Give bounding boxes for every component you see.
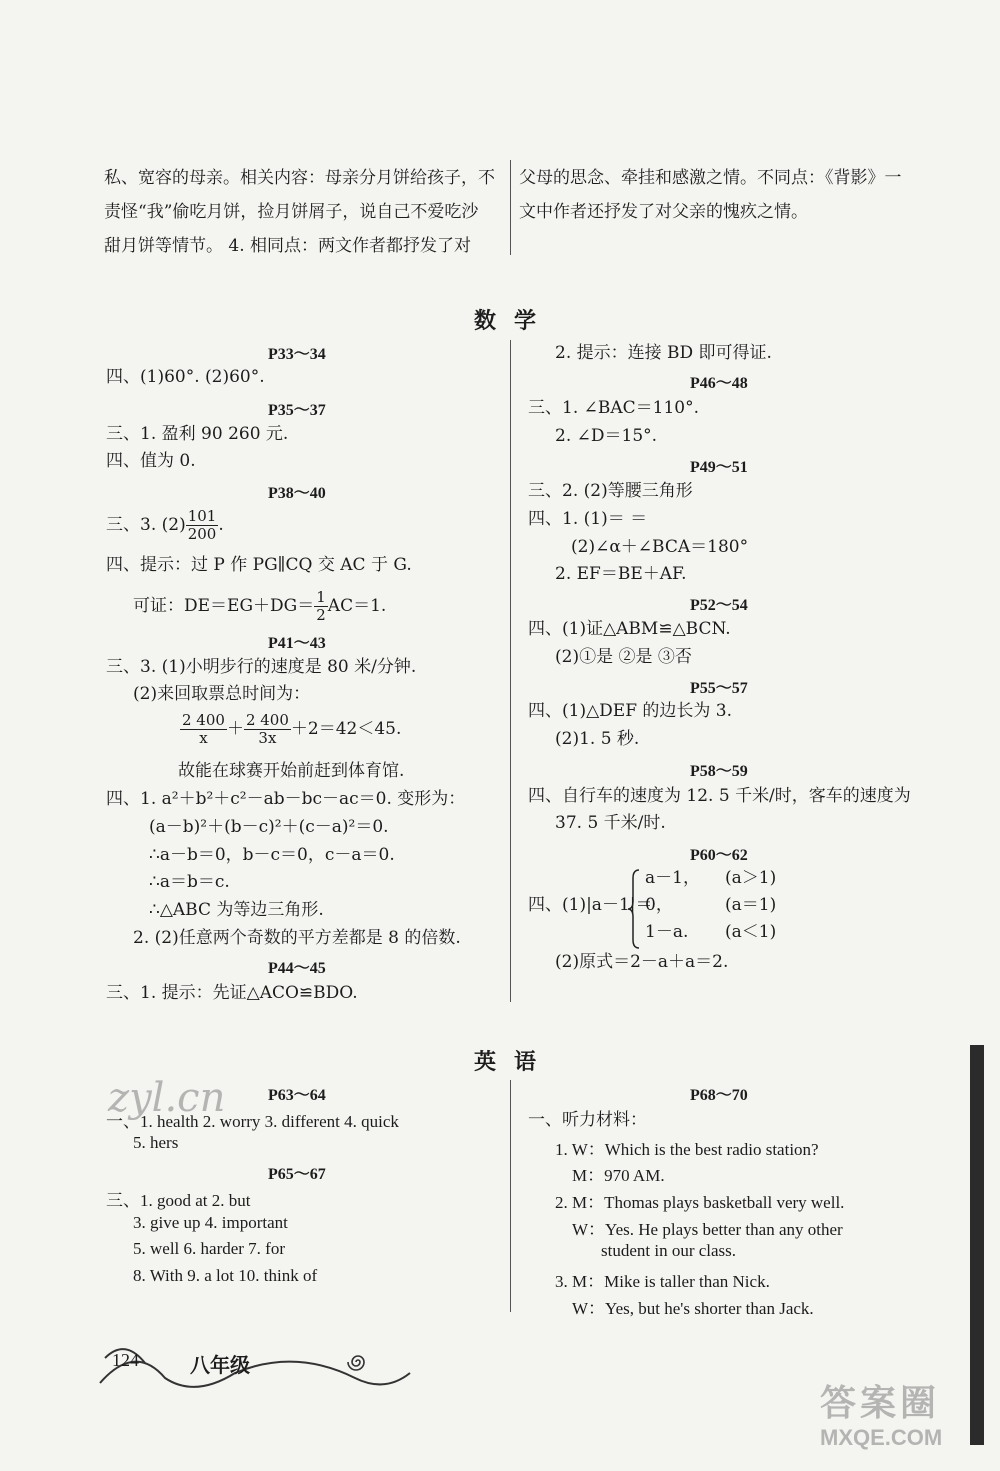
listening-line: W：Yes. He plays better than any other (572, 1220, 843, 1239)
english-answer: 8. With 9. a lot 10. think of (133, 1266, 318, 1285)
fraction-numerator: 1 (316, 588, 326, 606)
fraction-denominator: 3x (258, 729, 277, 747)
math-heading-p58: P58～59 (690, 763, 748, 780)
grade-label: 八年级 (190, 1353, 250, 1377)
math-answer: 四、(1)60°. (2)60°. (106, 367, 265, 387)
listening-line: W：Yes, but he's shorter than Jack. (572, 1299, 814, 1318)
fraction-denominator: 200 (187, 525, 217, 543)
math-answer: 四、自行车的速度为 12. 5 千米/时，客车的速度为 (528, 786, 911, 806)
fraction-numerator: 101 (187, 507, 217, 525)
fraction (244, 712, 291, 747)
math-answer: ∴△ABC 为等边三角形. (149, 900, 324, 920)
english-answer: 一、听力材料： (528, 1110, 647, 1130)
math-heading-p52: P52～54 (690, 597, 748, 614)
brand-watermark: 答案圈 (820, 1382, 941, 1424)
listening-line: 2. M：Thomas plays basketball very well. (555, 1193, 845, 1212)
math-equation (180, 712, 401, 747)
math-answer: (2)原式＝2－a＋a＝2. (555, 952, 729, 972)
math-answer: 四、(1)|a－1|＝ (528, 895, 653, 915)
math-heading-p46: P46～48 (690, 375, 748, 392)
math-heading-p38: P38～40 (268, 485, 326, 502)
math-answer: 四、(1)证△ABM≌△BCN. (528, 619, 731, 639)
math-answer: 四、值为 0. (106, 451, 196, 471)
zyl-watermark: zyl.cn (108, 1075, 226, 1121)
english-answer: 一、1. health 2. worry 3. different 4. quick (106, 1112, 399, 1131)
piecewise-case: a－1， (645, 868, 700, 888)
math-answer-prefix: 可证：DE＝EG＋DG＝ (133, 596, 315, 616)
equation-suffix: ＋2＝42＜45. (290, 719, 402, 739)
fraction-denominator: 2 (316, 606, 326, 624)
curly-brace-icon (627, 868, 641, 950)
math-title: 数学 (474, 308, 555, 334)
math-heading-p49: P49～51 (690, 459, 748, 476)
english-answer: 5. hers (133, 1133, 179, 1152)
math-answer: (2)来回取票总时间为： (133, 684, 311, 704)
fraction (186, 508, 219, 543)
math-answer: (a－b)²＋(b－c)²＋(c－a)²＝0. (149, 817, 389, 837)
math-answer: ∴a＝b＝c. (149, 872, 230, 892)
math-column-divider (510, 340, 511, 1002)
math-heading-p44: P44～45 (268, 960, 326, 977)
math-answer: (2)∠α＋∠BCA＝180° (571, 537, 749, 557)
english-column-divider (510, 1080, 511, 1312)
piecewise-condition: (a＞1) (725, 868, 777, 888)
math-answer: (2)1. 5 秒. (555, 729, 640, 749)
url-watermark: MXQE.COM (820, 1425, 943, 1450)
piecewise-condition: (a＜1) (725, 922, 777, 942)
listening-line: M：970 AM. (572, 1166, 665, 1185)
math-answer: 三、2. (2)等腰三角形 (528, 481, 693, 501)
fraction (180, 712, 227, 747)
english-heading-p65: P65～67 (268, 1166, 326, 1183)
plus-sign: ＋ (226, 719, 244, 739)
top-left-line-3: 甜月饼等情节。 4. 相同点：两文作者都抒发了对 (104, 236, 472, 256)
english-heading-p68: P68～70 (690, 1087, 748, 1104)
math-answer: 三、1. 盈利 90 260 元. (106, 424, 289, 444)
piecewise-condition: (a＝1) (725, 895, 777, 915)
piecewise-case: 1－a. (645, 922, 689, 942)
math-answer: 三、1. ∠BAC＝110°. (528, 398, 699, 418)
math-heading-p41: P41～43 (268, 635, 326, 652)
math-answer-suffix: . (218, 515, 224, 535)
math-answer: 37. 5 千米/时. (555, 813, 666, 833)
top-column-divider (510, 160, 511, 255)
spiral-icon (346, 1350, 370, 1374)
math-answer: 三、1. 提示：先证△ACO≌BDO. (106, 983, 358, 1003)
top-right-line-1: 父母的思念、牵挂和感激之情。不同点：《背影》一 (519, 168, 902, 188)
english-answer: 5. well 6. harder 7. for (133, 1239, 286, 1258)
math-answer: 三、3. (1)小明步行的速度是 80 米/分钟. (106, 657, 417, 677)
fraction-denominator: x (199, 729, 208, 747)
math-answer: 2. EF＝BE＋AF. (555, 564, 687, 584)
math-answer: 四、1. (1)＝ ＝ (528, 509, 648, 529)
math-answer-fraction (106, 508, 224, 543)
listening-line: 3. M：Mike is taller than Nick. (555, 1272, 770, 1291)
math-heading-p60: P60～62 (690, 847, 748, 864)
math-answer: 四、1. a²＋b²＋c²－ab－bc－ac＝0. 变形为： (106, 789, 466, 809)
english-answer: 三、1. good at 2. but (106, 1191, 251, 1210)
math-answer: 2. (2)任意两个奇数的平方差都是 8 的倍数. (133, 928, 461, 948)
listening-line: 1. W：Which is the best radio station? (555, 1140, 819, 1159)
fraction-numerator: 2 400 (182, 711, 225, 729)
math-heading-p33: P33～34 (268, 346, 326, 363)
english-heading-p63: P63～64 (268, 1087, 326, 1104)
math-answer-suffix: AC＝1. (327, 596, 387, 616)
listening-line: student in our class. (601, 1241, 737, 1260)
math-answer: 故能在球赛开始前赶到体育馆. (178, 761, 405, 781)
math-heading-p35: P35～37 (268, 402, 326, 419)
math-answer: (2)①是 ②是 ③否 (555, 647, 692, 667)
page-edge-band (970, 1045, 984, 1445)
math-answer: 四、(1)△DEF 的边长为 3. (528, 701, 733, 721)
top-left-line-2: 责怪“我”偷吃月饼，捡月饼屑子，说自己不爱吃沙 (104, 202, 479, 222)
math-heading-p55: P55～57 (690, 680, 748, 697)
math-answer: ∴a－b＝0，b－c＝0，c－a＝0. (149, 845, 395, 865)
top-left-line-1: 私、宽容的母亲。相关内容：母亲分月饼给孩子，不 (104, 168, 495, 188)
top-right-line-2: 文中作者还抒发了对父亲的愧疚之情。 (519, 202, 808, 222)
fraction (314, 589, 328, 624)
math-answer: 2. 提示：连接 BD 即可得证. (555, 343, 772, 363)
english-answer: 3. give up 4. important (133, 1213, 288, 1232)
english-title: 英语 (474, 1049, 555, 1075)
math-answer: 2. ∠D＝15°. (555, 426, 658, 446)
math-answer-fraction (133, 589, 386, 624)
math-answer: 四、提示：过 P 作 PG∥CQ 交 AC 于 G. (106, 555, 412, 575)
math-answer-prefix: 三、3. (2) (106, 515, 186, 535)
fraction-numerator: 2 400 (245, 711, 289, 729)
page-number: 124 (112, 1350, 139, 1370)
piecewise-case: 0， (645, 895, 673, 915)
